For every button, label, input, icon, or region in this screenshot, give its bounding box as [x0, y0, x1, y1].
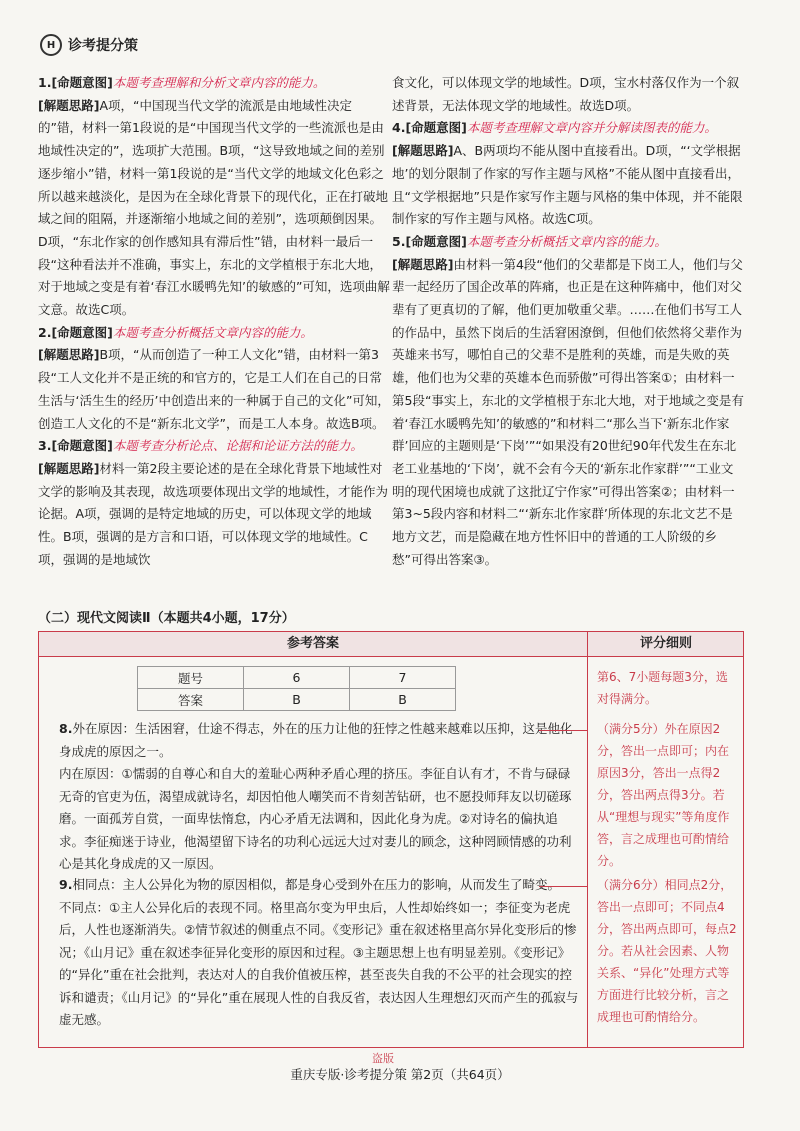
column-divider [587, 656, 588, 1047]
question-3: 3.[命题意图]本题考查分析论点、论据和论证方法的能力。 [解题思路]材料一第2段主要论述的是在全球化背景下地域性对文学的影响及其表现，故选项要体现出文学的地域性，才能作为论据。A项，强调的是特定地域的历史，可以体现文学的地域性。B项，强调的是方言和口语，可以体现文学的地域性。C项，强调的是地域饮 [38, 438, 389, 567]
scoring-note-8: （满分5分）外在原因2分，答出一点即可；内在原因3分，答出一点得2分，答出两点得3分。若从“理想与现实”等角度作答，言之成理也可酌情给分。 [597, 722, 730, 868]
q4-explanation: A、B两项均不能从图中直接看出。D项，“‘文学根据地’的划分限制了作家的写作主题与风格”不能从图中直接看出，且“文学根据地”只是作家写作主题与风格的集中体现，并不能限制作家的写作主题与风格。故选C项。 [392, 143, 743, 227]
page-footer: 重庆专版·诊考提分策 第2页（共64页） [290, 1067, 510, 1082]
right-column [392, 72, 744, 571]
answer-box [38, 631, 744, 1048]
section-title: （二）现代文阅读Ⅱ（本题共4小题，17分） [38, 611, 295, 626]
q1-explanation: A项，“中国现当代文学的流派是由地域性决定的”错，材料一第1段说的是“中国现当代文学的一些流派也是由地域性决定的”，选项扩大范围。B项，“这导致地域之间的差别逐步缩小”错，材料一第1段说的是“当代文学的地域文化色彩之所以越来越淡化，是因为在全球化背景下的现代化，正在打破地域之间的阻隔，并逐渐缩小地域之间的差别”，选项颠倒因果。D项，“东北作家的创作感知具有滞后性”错，由材料一最后一段“这种看法并不准确，事实上，东北的文学植根于东北大地，对于地域之变是有着‘春江水暖鸭先知’的敏感的”可知，选项曲解文意。故选C项。 [38, 97, 390, 318]
scoring-note-9: （满分6分）相同点2分，答出一点即可；不同点4分，答出两点即可，每点2分。若从社会因素、人物关系、“异化”处理方式等方面进行比较分析，言之成理也可酌情给分。 [597, 878, 737, 1024]
question-4: 4.[命题意图]本题考查理解文章内容并分解读图表的能力。 [解题思路]A、B两项均不能从图中直接看出。D项，“‘文学根据地’的划分限制了作家的写作主题与风格”不能从图中直接看出，且“文学根据地”只是作家写作主题与风格的集中体现，并不能限制作家的写作主题与风格。故选C项。 [392, 120, 743, 227]
scoring-rules-heading: 评分细则 [587, 632, 744, 656]
watermark-stamp: 盗版 [372, 1052, 394, 1065]
table-row: 答案 B B [138, 689, 456, 711]
question-1: 1.[命题意图]本题考查理解和分析文章内容的能力。 [解题思路]A项，“中国现当代文学的流派是由地域性决定的”错，材料一第1段说的是“中国现当代文学的一些流派也是由地域性决定的”，选项扩大范围。B项，“这导致地域之间的差别逐步缩小”错，材料一第1段说的是“当代文学的地域文化色彩之所以越来越淡化，是因为在全球化背景下的现代化，正在打破地域之间的阻隔，并逐渐缩小地域之间的差别”，选项颠倒因果。D项，“东北作家的创作感知具有滞后性”错，由材料一最后一段“这种看法并不准确，事实上，东北的文学植根于东北大地，对于地域之变是有着‘春江水暖鸭先知’的敏感的”可知，选项曲解文意。故选C项。 [38, 75, 390, 318]
q3-continued: 食文化，可以体现文学的地域性。D项，宝水村落仅作为一个叙述背景，无法体现文学的地域性。故选D项。 [392, 75, 740, 113]
question-2: 2.[命题意图]本题考查分析概括文章内容的能力。 [解题思路]B项，“从而创造了一种工人文化”错，由材料一第3段“工人文化并不是正统的和官方的，它是工人们在自己的日常生活与‘活生生的经历’中创造出来的一种属于自己的文化”可知，创造工人文化的不是“新东北文学”，而是工人本身。故选B项。 [38, 324, 390, 431]
q2-explanation: B项，“从而创造了一种工人文化”错，由材料一第3段“工人文化并不是正统的和官方的，它是工人们在自己的日常生活与‘活生生的经历’中创造出来的一种属于自己的文化”可知，创造工人文化的不是“新东北文学”，而是工人本身。故选B项。 [38, 347, 390, 431]
arrow-left-icon [539, 730, 587, 731]
header-title: 诊考提分策 [68, 38, 138, 54]
scoring-note-6-7: 第6、7小题每题3分，选对得满分。 [597, 670, 728, 706]
answer-8: 8.外在原因：生活困窘，仕途不得志，外在的压力让他的狂悖之性越来越难以压抑，这是他化身成虎的原因之一。 内在原因：①懦弱的自尊心和自大的羞耻心两种矛盾心理的挤压。李征自认有才，不肯与碌碌无奇的官吏为伍，渴望成就诗名，却因怕他人嘲笑而不肯刻苦钻研，也不愿投师拜友以切磋琢磨。一面孤芳自赏，一面卑怯惰怠，内心矛盾无法调和，因此化身为虎。②对诗名的偏执追求。李征痴迷于诗业，他渴望留下诗名的功利心远远大过对妻儿的顾念，这种罔顾情感的功利心是其化身成虎的又一原因。 [59, 721, 573, 871]
question-5: 5.[命题意图]本题考查分析概括文章内容的能力。 [解题思路]由材料一第4段“他们的父辈都是下岗工人，他们与父辈一起经历了国企改革的阵痛，也正是在这种阵痛中，他们对父辈有了更真切的了解，他们更加敬重父辈。……在他们书写工人的作品中，虽然下岗后的生活窘困潦倒，但他们依然将父辈作为英雄来书写，哪怕自己的父辈不是胜利的英雄，而是失败的英雄，他们也为父辈的英雄本色而骄傲”可得出答案①；由材料一第5段“事实上，东北的文学植根于东北大地，对于地域之变是有着‘春江水暖鸭先知’的敏感的”和材料二“那么当下‘新东北作家群’回应的主题则是‘下岗’”“如果没有20世纪90年代发生在东北老工业基地的‘下岗’，就不会有今天的‘新东北作家群’”“工业文明的现代困境也成就了这批辽宁作家”可得出答案②；由材料一第3~5段内容和材料二“‘新东北作家群’所体现的东北文艺不是地方文艺，而是隐藏在地方性怀旧中的普通的工人阶级的乡愁”可得出答案③。 [392, 233, 744, 567]
left-column [38, 72, 390, 571]
reference-answer-heading: 参考答案 [286, 636, 339, 651]
answer-9: 9.相同点：主人公异化为物的原因相似，都是身心受到外在压力的影响，从而发生了畸变。 不同点：①主人公异化后的表现不同。格里高尔变为甲虫后，人性却始终如一；李征变为老虎后，人性也逐渐消失。②情节叙述的侧重点不同。《变形记》重在叙述格里高尔异化变形后的惨况；《山月记》重在叙述李征异化变形的原因和过程。③主题思想上也有明显差别。《变形记》的“异化”重在社会批判，表达对人的自我价值被压榨，甚至丧失自我的不公平的社会现实的控诉和谴责；《山月记》的“异化”重在展现人性的自我反省，表达因人生理想幻灭而产生的孤寂与虚无感。 [59, 877, 579, 1027]
q5-explanation: 由材料一第4段“他们的父辈都是下岗工人，他们与父辈一起经历了国企改革的阵痛，也正是在这种阵痛中，他们对父辈有了更真切的了解，他们更加敬重父辈。……在他们书写工人的作品中，虽然下岗后的生活窘困潦倒，但他们依然将父辈作为英雄来书写，哪怕自己的父辈不是胜利的英雄，而是失败的英雄，他们也为父辈的英雄本色而骄傲”可得出答案①；由材料一第5段“事实上，东北的文学植根于东北大地，对于地域之变是有着‘春江水暖鸭先知’的敏感的”和材料二“那么当下‘新东北作家群’回应的主题则是‘下岗’”“如果没有20世纪90年代发生在东北老工业基地的‘下岗’，就不会有今天的‘新东北作家群’”“工业文明的现代困境也成就了这批辽宁作家”可得出答案②；由材料一第3~5段内容和材料二“‘新东北作家群’所体现的东北文艺不是地方文艺，而是隐藏在地方性怀旧中的普通的工人阶级的乡愁”可得出答案③。 [392, 256, 744, 567]
answer-table [137, 666, 456, 711]
table-row: 题号 6 7 [138, 667, 456, 689]
brand-logo-icon: H [40, 34, 62, 56]
answer-box-header [39, 632, 743, 657]
page-header [40, 34, 138, 56]
q3-explanation: 材料一第2段主要论述的是在全球化背景下地域性对文学的影响及其表现，故选项要体现出文学的地域性，才能作为论据。A项，强调的是特定地域的历史，可以体现文学的地域性。B项，强调的是方言和口语，可以体现文学的地域性。C项，强调的是地域饮 [38, 460, 389, 567]
arrow-left-icon [539, 886, 587, 887]
